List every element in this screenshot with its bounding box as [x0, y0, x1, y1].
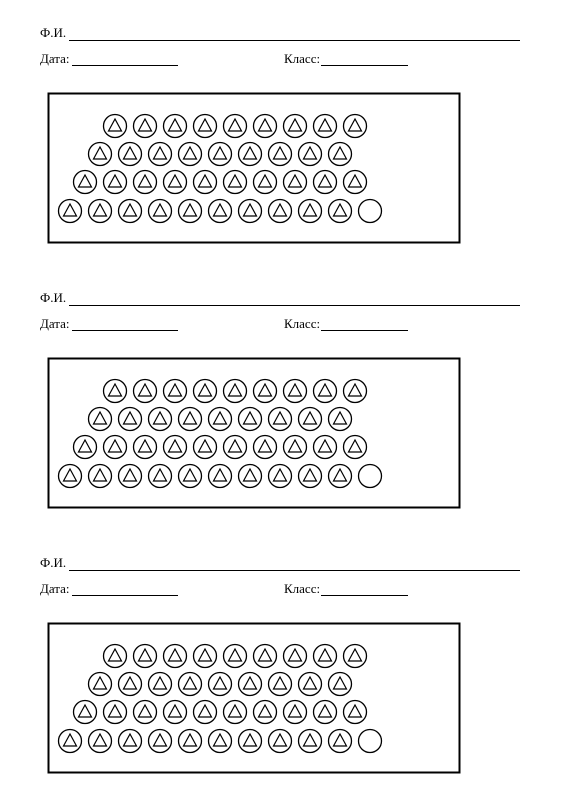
triangle-circle-icon — [194, 645, 217, 668]
triangle-circle-icon — [209, 730, 232, 753]
triangle-circle-icon — [149, 143, 172, 166]
triangle-circle-icon — [224, 645, 247, 668]
triangle-circle-icon — [314, 645, 337, 668]
triangle-circle-icon — [299, 673, 322, 696]
triangle-circle-icon — [269, 465, 292, 488]
triangle-circle-icon — [179, 465, 202, 488]
triangle-circle-icon — [329, 408, 352, 431]
triangle-circle-icon — [269, 673, 292, 696]
triangle-circle-icon — [299, 408, 322, 431]
triangle-circle-icon — [224, 171, 247, 194]
triangle-circle-icon — [209, 408, 232, 431]
triangle-circle-icon — [194, 701, 217, 724]
triangle-circle-icon — [344, 115, 367, 138]
triangle-circle-icon — [134, 380, 157, 403]
empty-circle-icon — [359, 465, 382, 488]
worksheet-card-2 — [0, 265, 566, 530]
triangle-circle-icon — [329, 465, 352, 488]
fio-label: Ф.И. — [40, 290, 67, 305]
triangle-circle-icon — [134, 701, 157, 724]
triangle-circle-icon — [254, 115, 277, 138]
triangle-circle-icon — [164, 171, 187, 194]
triangle-circle-icon — [179, 143, 202, 166]
triangle-circle-icon — [89, 200, 112, 223]
triangle-circle-icon — [104, 171, 127, 194]
triangle-circle-icon — [269, 408, 292, 431]
triangle-circle-icon — [104, 115, 127, 138]
worksheet-card-1 — [0, 0, 566, 265]
triangle-circle-icon — [179, 200, 202, 223]
triangle-circle-icon — [239, 143, 262, 166]
triangle-circle-icon — [134, 171, 157, 194]
triangle-circle-icon — [329, 143, 352, 166]
triangle-circle-icon — [284, 436, 307, 459]
triangle-circle-icon — [194, 115, 217, 138]
triangle-circle-icon — [224, 380, 247, 403]
circle-grid-figure — [47, 357, 461, 509]
triangle-circle-icon — [104, 701, 127, 724]
triangle-circle-icon — [164, 380, 187, 403]
triangle-circle-icon — [149, 465, 172, 488]
triangle-circle-icon — [134, 436, 157, 459]
triangle-circle-icon — [209, 673, 232, 696]
triangle-circle-icon — [254, 171, 277, 194]
class-blank-line[interactable] — [321, 595, 408, 596]
circle-grid-figure — [47, 92, 461, 244]
circle-grid-svg — [47, 357, 461, 509]
triangle-circle-icon — [254, 436, 277, 459]
triangle-circle-icon — [299, 143, 322, 166]
triangle-circle-icon — [284, 115, 307, 138]
circle-grid-svg — [47, 92, 461, 244]
triangle-circle-icon — [89, 408, 112, 431]
fio-blank-line[interactable] — [69, 570, 520, 571]
triangle-circle-icon — [344, 645, 367, 668]
triangle-circle-icon — [89, 143, 112, 166]
triangle-circle-icon — [89, 673, 112, 696]
date-label: Дата: — [40, 316, 70, 331]
triangle-circle-icon — [179, 408, 202, 431]
triangle-circle-icon — [164, 115, 187, 138]
class-label: Класс: — [284, 51, 321, 66]
triangle-circle-icon — [224, 701, 247, 724]
triangle-circle-icon — [194, 436, 217, 459]
triangle-circle-icon — [224, 115, 247, 138]
triangle-circle-icon — [269, 730, 292, 753]
triangle-circle-icon — [74, 171, 97, 194]
empty-circle-icon — [359, 730, 382, 753]
fio-label: Ф.И. — [40, 25, 67, 40]
triangle-circle-icon — [239, 408, 262, 431]
triangle-circle-icon — [164, 645, 187, 668]
triangle-circle-icon — [149, 200, 172, 223]
triangle-circle-icon — [344, 171, 367, 194]
triangle-circle-icon — [239, 465, 262, 488]
triangle-circle-icon — [179, 673, 202, 696]
class-blank-line[interactable] — [321, 65, 408, 66]
triangle-circle-icon — [119, 200, 142, 223]
triangle-circle-icon — [314, 380, 337, 403]
triangle-circle-icon — [344, 436, 367, 459]
triangle-circle-icon — [59, 465, 82, 488]
triangle-circle-icon — [209, 465, 232, 488]
triangle-circle-icon — [329, 200, 352, 223]
triangle-circle-icon — [164, 701, 187, 724]
triangle-circle-icon — [59, 730, 82, 753]
triangle-circle-icon — [149, 730, 172, 753]
triangle-circle-icon — [224, 436, 247, 459]
triangle-circle-icon — [239, 200, 262, 223]
triangle-circle-icon — [119, 408, 142, 431]
triangle-circle-icon — [74, 436, 97, 459]
triangle-circle-icon — [254, 380, 277, 403]
triangle-circle-icon — [194, 171, 217, 194]
triangle-circle-icon — [269, 143, 292, 166]
triangle-circle-icon — [119, 730, 142, 753]
date-label: Дата: — [40, 581, 70, 596]
fio-blank-line[interactable] — [69, 305, 520, 306]
triangle-circle-icon — [329, 730, 352, 753]
triangle-circle-icon — [284, 701, 307, 724]
triangle-circle-icon — [134, 115, 157, 138]
triangle-circle-icon — [209, 200, 232, 223]
triangle-circle-icon — [119, 673, 142, 696]
triangle-circle-icon — [314, 115, 337, 138]
triangle-circle-icon — [239, 730, 262, 753]
triangle-circle-icon — [314, 436, 337, 459]
triangle-circle-icon — [209, 143, 232, 166]
triangle-circle-icon — [89, 730, 112, 753]
triangle-circle-icon — [299, 465, 322, 488]
class-label: Класс: — [284, 316, 321, 331]
fio-blank-line[interactable] — [69, 40, 520, 41]
triangle-circle-icon — [314, 171, 337, 194]
triangle-circle-icon — [329, 673, 352, 696]
triangle-circle-icon — [89, 465, 112, 488]
triangle-circle-icon — [194, 380, 217, 403]
triangle-circle-icon — [344, 701, 367, 724]
triangle-circle-icon — [74, 701, 97, 724]
circle-grid-svg — [47, 622, 461, 774]
triangle-circle-icon — [119, 143, 142, 166]
circle-grid-figure — [47, 622, 461, 774]
date-blank-line[interactable] — [72, 595, 178, 596]
triangle-circle-icon — [239, 673, 262, 696]
date-blank-line[interactable] — [72, 65, 178, 66]
triangle-circle-icon — [254, 645, 277, 668]
triangle-circle-icon — [149, 408, 172, 431]
triangle-circle-icon — [164, 436, 187, 459]
triangle-circle-icon — [134, 645, 157, 668]
triangle-circle-icon — [254, 701, 277, 724]
triangle-circle-icon — [314, 701, 337, 724]
triangle-circle-icon — [104, 436, 127, 459]
triangle-circle-icon — [284, 171, 307, 194]
triangle-circle-icon — [284, 645, 307, 668]
date-blank-line[interactable] — [72, 330, 178, 331]
triangle-circle-icon — [119, 465, 142, 488]
worksheet-card-3 — [0, 530, 566, 795]
triangle-circle-icon — [149, 673, 172, 696]
triangle-circle-icon — [299, 730, 322, 753]
date-label: Дата: — [40, 51, 70, 66]
fio-label: Ф.И. — [40, 555, 67, 570]
triangle-circle-icon — [284, 380, 307, 403]
class-blank-line[interactable] — [321, 330, 408, 331]
triangle-circle-icon — [179, 730, 202, 753]
triangle-circle-icon — [59, 200, 82, 223]
class-label: Класс: — [284, 581, 321, 596]
triangle-circle-icon — [104, 645, 127, 668]
empty-circle-icon — [359, 200, 382, 223]
triangle-circle-icon — [269, 200, 292, 223]
triangle-circle-icon — [104, 380, 127, 403]
triangle-circle-icon — [299, 200, 322, 223]
triangle-circle-icon — [344, 380, 367, 403]
